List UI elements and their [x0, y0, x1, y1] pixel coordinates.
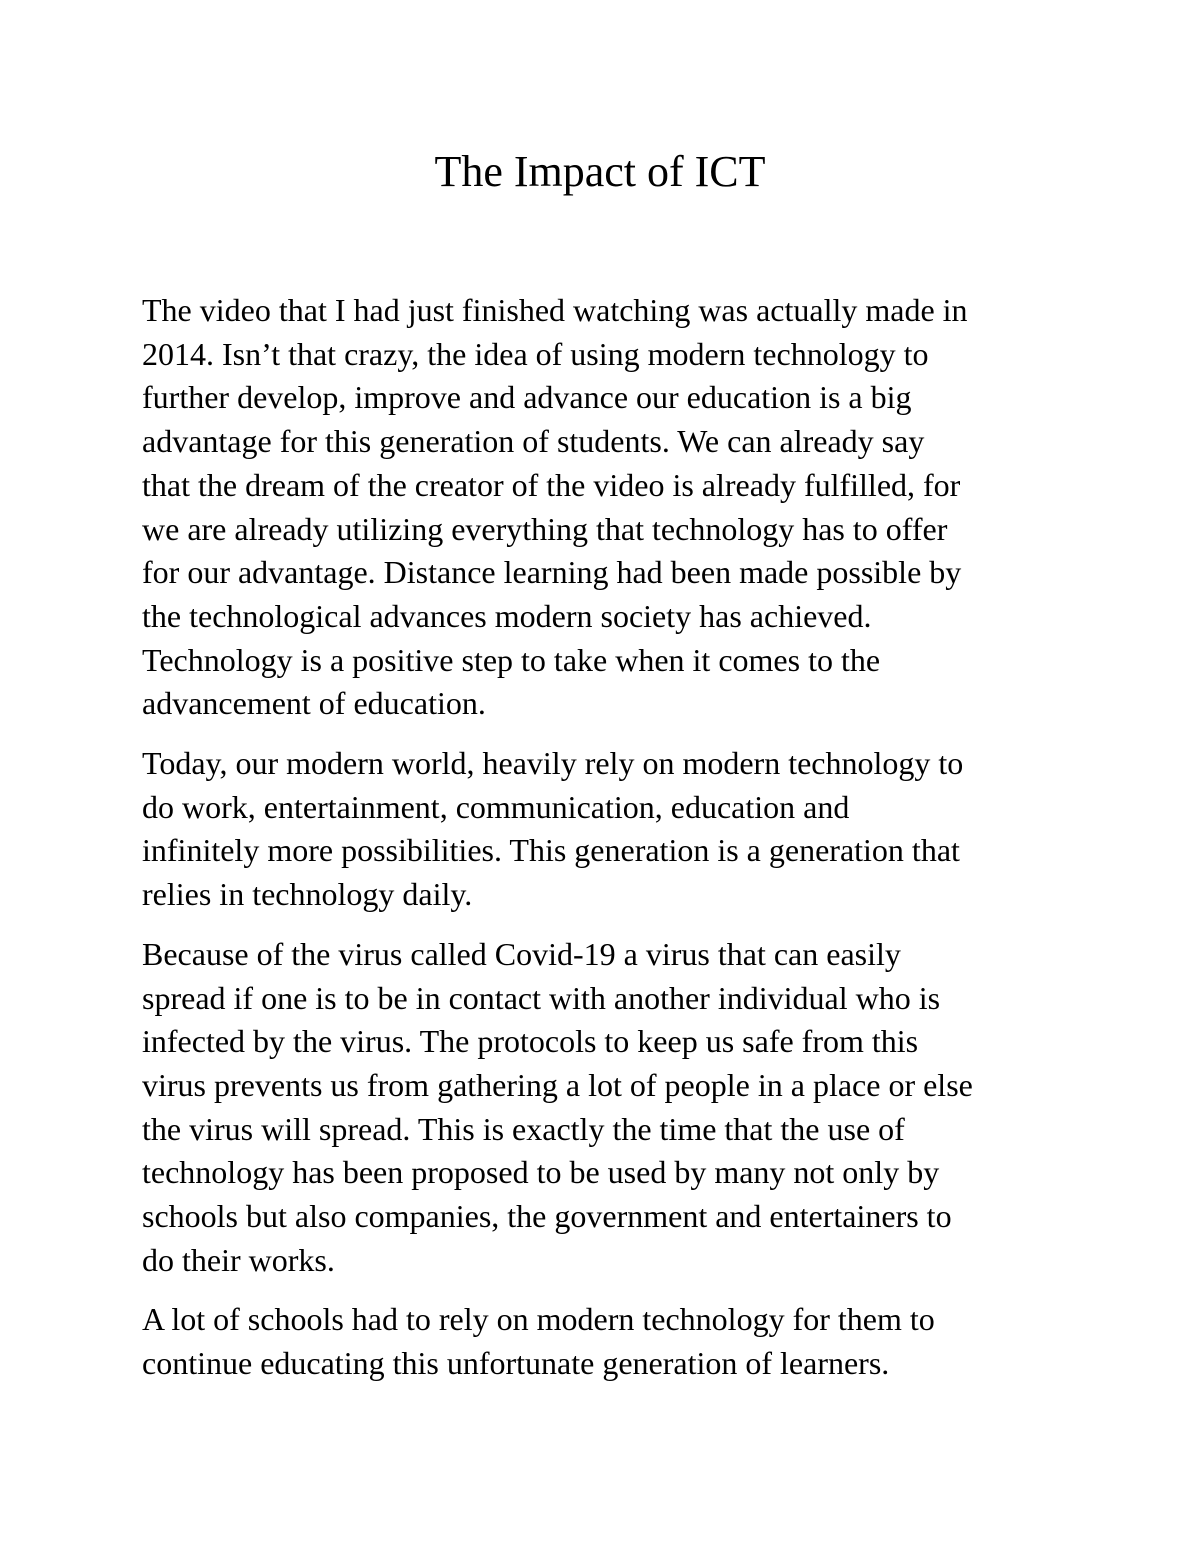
text-line: we are already utilizing everything that technology has to offer: [142, 510, 948, 547]
text-line: spread if one is to be in contact with another individual who is: [142, 979, 941, 1016]
text-line: that the dream of the creator of the video is already fulfilled, for: [142, 466, 961, 503]
paragraph-4: [142, 1298, 1072, 1385]
text-line: technology has been proposed to be used by many not only by: [142, 1154, 940, 1191]
paragraph-3: [142, 933, 1072, 1283]
text-line: infected by the virus. The protocols to keep us safe from this: [142, 1023, 919, 1060]
text-line: virus prevents us from gathering a lot of people in a place or else: [142, 1066, 973, 1103]
text-line: relies in technology daily.: [142, 876, 473, 913]
text-line: further develop, improve and advance our education is a big: [142, 379, 912, 416]
document-title: The Impact of ICT: [434, 147, 766, 196]
text-line: advantage for this generation of students. We can already say: [142, 423, 925, 460]
text-line: Technology is a positive step to take when it comes to the: [142, 641, 881, 678]
text-line: continue educating this unfortunate generation of learners.: [142, 1345, 890, 1382]
paragraph-2: [142, 742, 1072, 917]
paragraph-1: [142, 289, 1072, 726]
text-line: 2014. Isn’t that crazy, the idea of using modern technology to: [142, 335, 929, 372]
text-line: Because of the virus called Covid-19 a virus that can easily: [142, 935, 901, 972]
text-line: A lot of schools had to rely on modern technology for them to: [142, 1301, 935, 1338]
text-line: schools but also companies, the government and entertainers to: [142, 1198, 952, 1235]
text-line: infinitely more possibilities. This generation is a generation that: [142, 832, 960, 869]
text-line: the technological advances modern society has achieved.: [142, 597, 872, 634]
text-line: for our advantage. Distance learning had been made possible by: [142, 554, 962, 591]
text-line: do work, entertainment, communication, education and: [142, 788, 850, 825]
text-line: advancement of education.: [142, 685, 486, 722]
text-line: do their works.: [142, 1241, 335, 1278]
text-line: the virus will spread. This is exactly the time that the use of: [142, 1110, 905, 1147]
text-line: The video that I had just finished watching was actually made in: [142, 292, 968, 328]
document-body: [142, 289, 1072, 1402]
text-line: Today, our modern world, heavily rely on modern technology to: [142, 745, 964, 782]
